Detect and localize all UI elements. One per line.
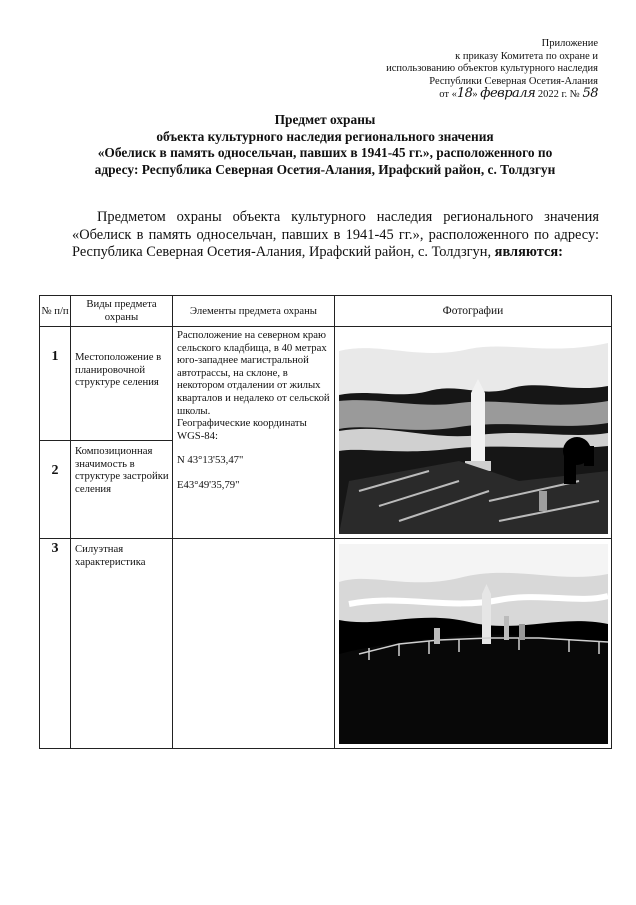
title-line-4: адресу: Республика Северная Осетия-Алания, Ирафский район, с. Толдзгун <box>94 161 556 177</box>
table-row <box>40 327 612 441</box>
document-title <box>30 112 620 178</box>
appendix-order-ref: к приказу Комитета по охране и <box>455 50 598 62</box>
date-day-handwritten: 18 <box>456 86 473 102</box>
row-number: 2 <box>40 441 71 539</box>
appendix-committee: использованию объектов культурного наследия <box>386 63 598 75</box>
date-month-handwritten: февраля <box>480 86 536 102</box>
photo-cell-1 <box>335 327 612 539</box>
intro-emphasis: являются: <box>494 244 563 261</box>
row-kind: Местоположение в планировочной структуре селения <box>71 327 173 441</box>
appendix-date-line <box>318 88 598 102</box>
header-num: № п/п <box>40 296 71 327</box>
title-line-3: «Обелиск в память односельчан, павших в 1941-45 гг.», расположенного по <box>97 145 553 160</box>
intro-text: Предметом охраны объекта культурного наследия регионального значения «Обелиск в память односельчан, павших в 1941-45 гг.», расположенного по адресу: Республика Северная Осетия-Алания, Ирафский район, с. Толдзгун, <box>72 209 599 261</box>
coordinates-north: N 43°13'53,47" <box>177 454 244 467</box>
table-row <box>40 539 612 749</box>
header-photos: Фотографии <box>335 296 612 327</box>
appendix-title: Приложение <box>541 38 598 49</box>
row-number: 3 <box>40 539 71 749</box>
photo-cemetery-obelisk <box>339 331 608 534</box>
table-header-row <box>40 296 612 327</box>
row-number: 1 <box>40 327 71 441</box>
row-elements-silhouette <box>173 539 335 749</box>
order-number-handwritten: 58 <box>582 86 598 102</box>
header-elements: Элементы предмета охраны <box>173 296 335 327</box>
appendix-header <box>318 38 598 102</box>
row-kind: Силуэтная характеристика <box>71 539 173 749</box>
coordinates-heading: Географические координаты WGS-84: <box>177 417 307 442</box>
title-line-2: объекта культурного наследия регионального значения <box>156 128 494 144</box>
date-mid: » <box>472 89 481 101</box>
photo-obelisk-silhouette <box>339 544 608 744</box>
photo-cell-2 <box>335 539 612 749</box>
row-kind: Композиционная значимость в структуре застройки селения <box>71 441 173 539</box>
row-elements-location <box>173 327 335 539</box>
title-line-1: Предмет охраны <box>274 112 376 127</box>
protection-subject-table <box>39 295 612 749</box>
date-prefix: от « <box>439 89 457 101</box>
intro-paragraph <box>72 209 599 262</box>
location-description: Расположение на северном краю сельского кладбища, в 40 метрах юго-западнее магистральной автотрассы, на склоне, в некотором отдалении от жилых кварталов и недалеко от сельской школы. <box>177 329 330 417</box>
coordinates-east: E43°49'35,79" <box>177 478 240 491</box>
date-year: 2022 г. № <box>535 89 583 101</box>
header-kind: Виды предмета охраны <box>71 296 173 327</box>
appendix-republic: Республики Северная Осетия-Алания <box>429 75 598 87</box>
